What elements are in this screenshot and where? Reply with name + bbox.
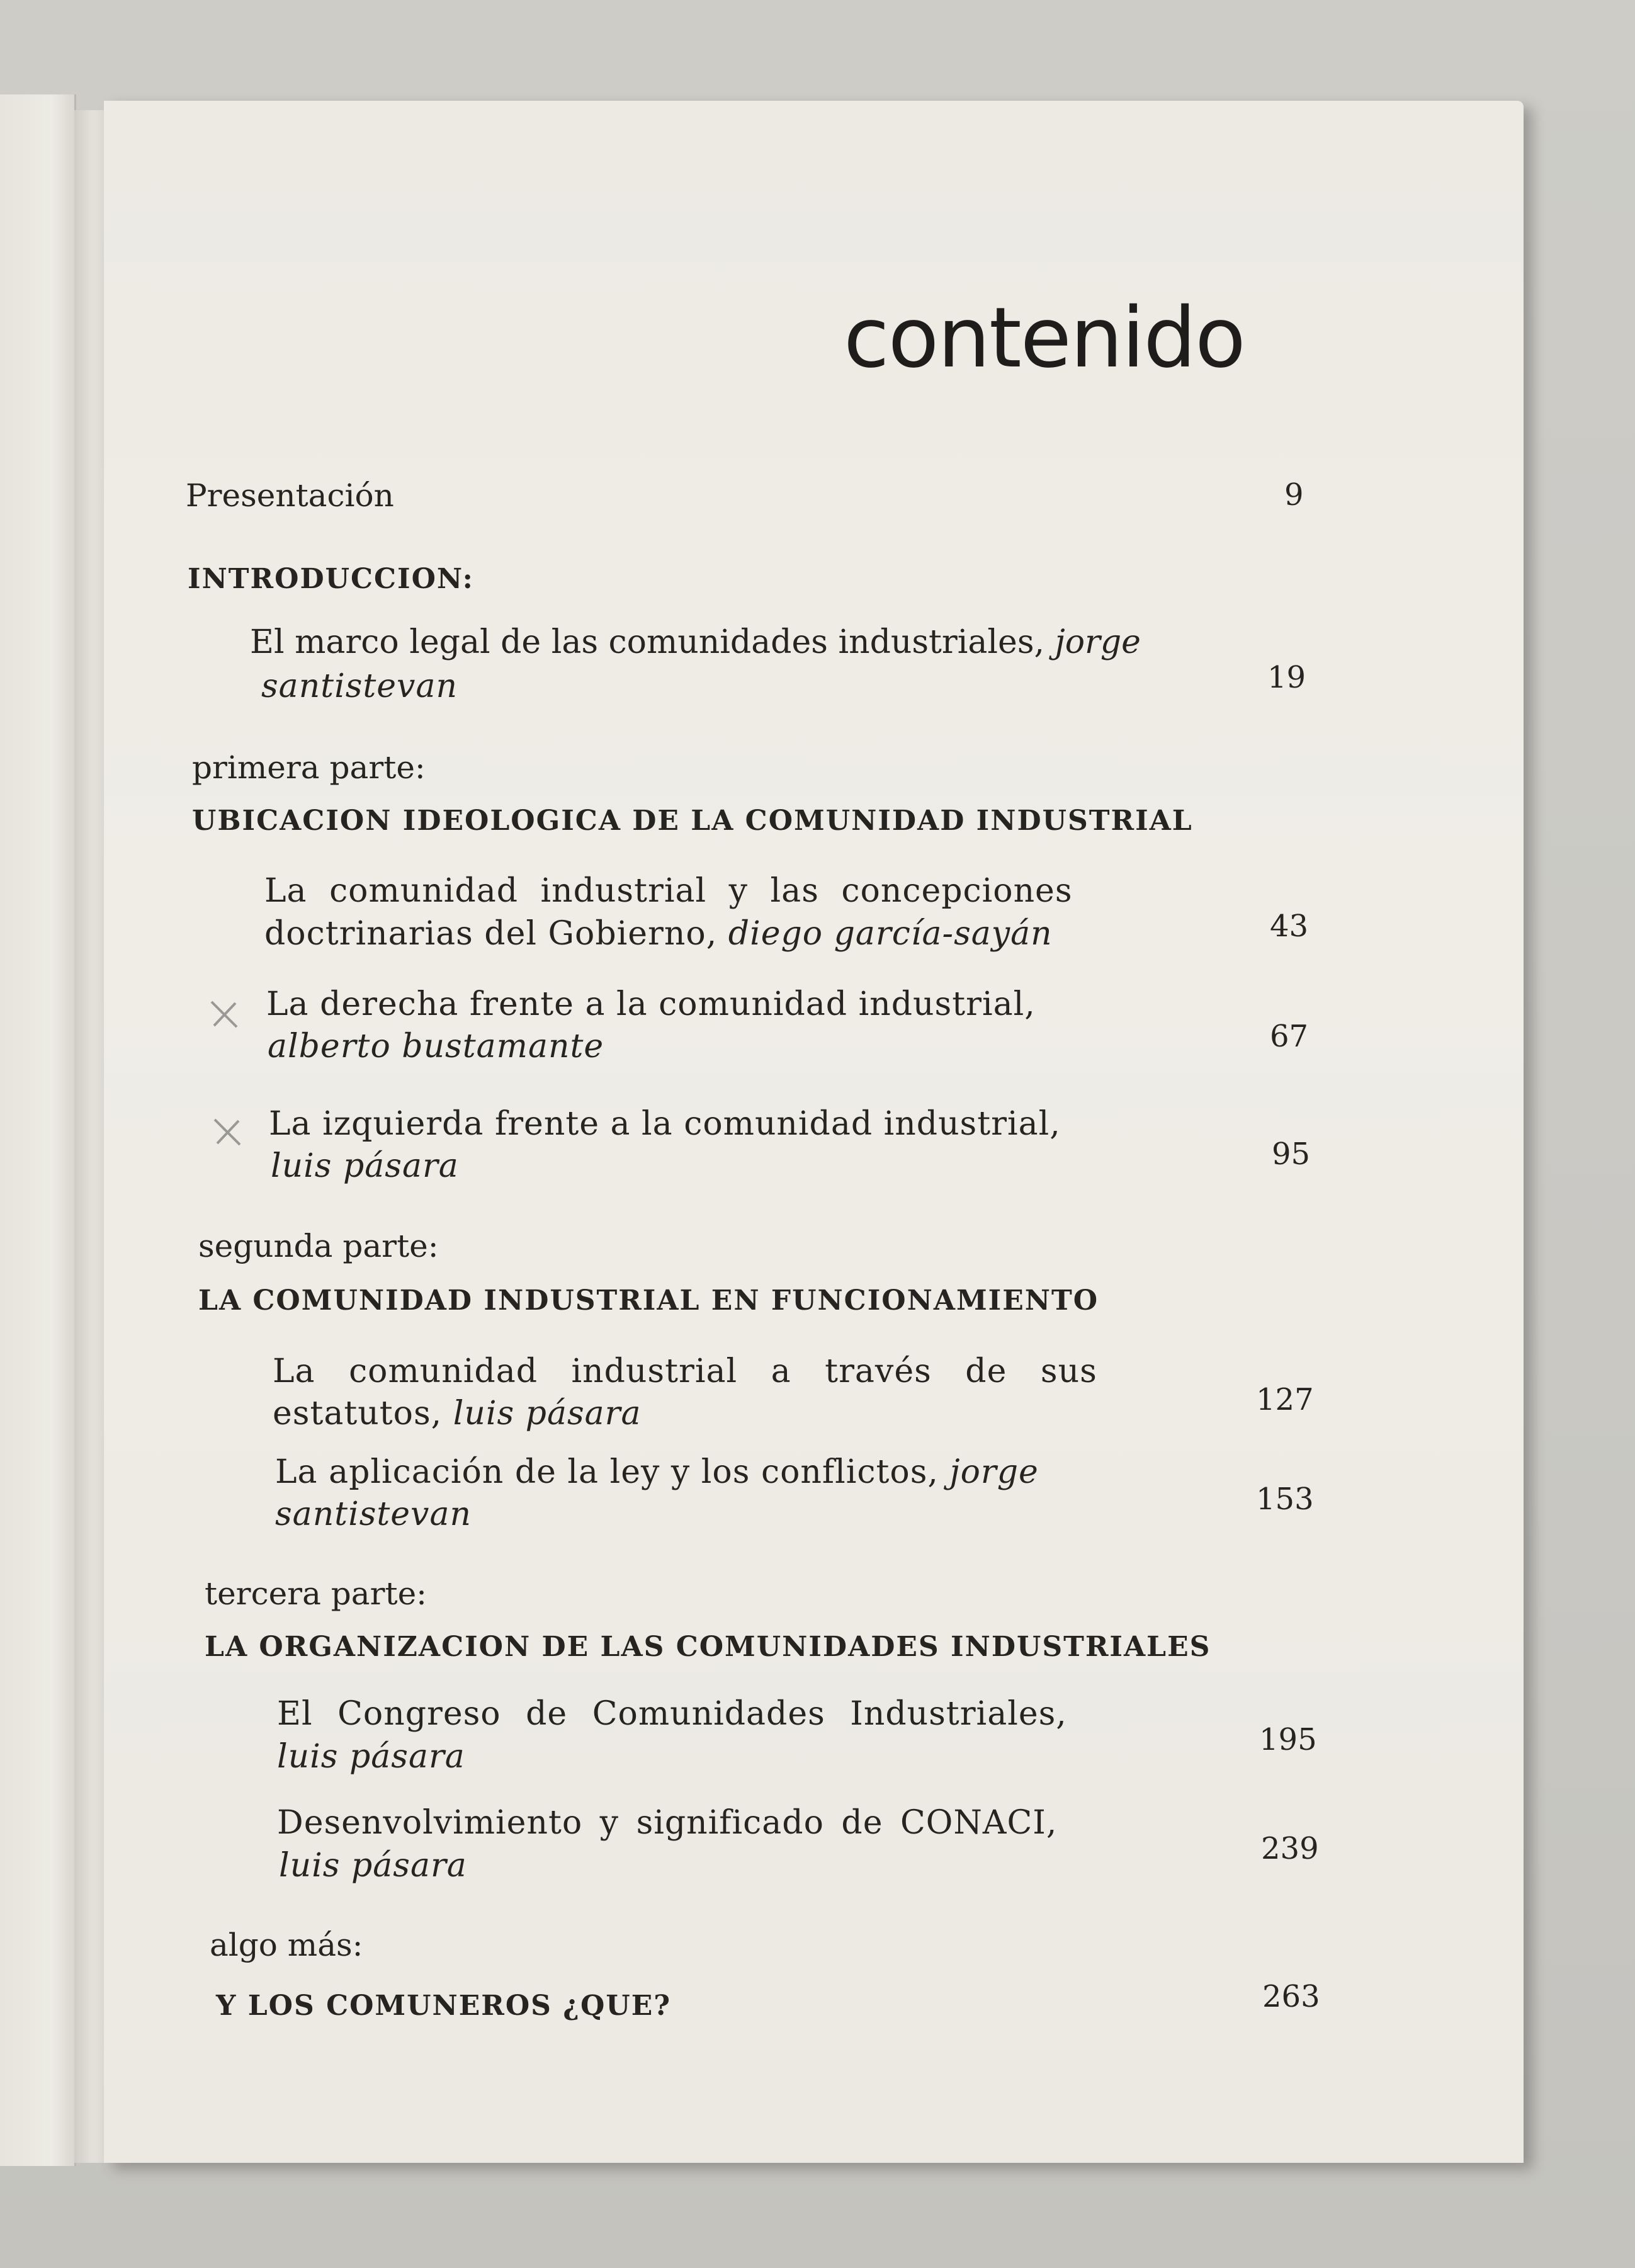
page-title: contenido [844,290,1245,387]
book-gutter [74,110,107,2163]
entry-author: luis pásara [453,1395,642,1432]
toc-entry-title [264,915,1053,953]
entry-title-text: estatutos, [273,1395,443,1432]
toc-presentation-page: 9 [1284,477,1304,513]
toc-entry-page: 95 [1272,1137,1311,1172]
part-heading: LA COMUNIDAD INDUSTRIAL EN FUNCIONAMIENTO [198,1284,1099,1317]
toc-introduction-heading: INTRODUCCION: [188,563,474,595]
toc-entry-title [273,1395,642,1432]
part-label: tercera parte: [205,1575,427,1612]
toc-entry-page: 195 [1259,1722,1317,1757]
toc-entry-page: 67 [1270,1019,1309,1054]
pencil-x-mark [208,998,240,1031]
entry-author: diego garcía-sayán [728,915,1053,953]
part-heading: Y LOS COMUNEROS ¿QUE? [216,1990,672,2022]
part-label: segunda parte: [198,1228,439,1264]
entry-author: santistevan [261,667,458,705]
part-heading: UBICACION IDEOLOGICA DE LA COMUNIDAD INDUSTRIAL [192,805,1193,837]
left-page-edge [0,94,76,2166]
toc-entry-title [275,1453,1039,1491]
toc-entry-page: 43 [1270,909,1309,944]
toc-entry-page: 153 [1256,1482,1314,1517]
entry-author: santistevan [275,1495,472,1533]
entry-title-text: La aplicación de la ley y los conflictos, [275,1453,939,1491]
toc-entry-page: 263 [1262,1979,1320,2014]
toc-entry-title: Desenvolvimiento y significado de CONACI, [277,1804,1058,1842]
toc-entry-page: 127 [1256,1382,1314,1417]
entry-author: jorge [1055,623,1141,661]
part-heading: LA ORGANIZACION DE LAS COMUNIDADES INDUSTRIALES [205,1631,1211,1663]
toc-entry-title: La izquierda frente a la comunidad industrial, [269,1105,1061,1143]
toc-entry-title: La comunidad industrial a través de sus [273,1352,1097,1390]
toc-entry-title: El Congreso de Comunidades Industriales, [277,1695,1067,1733]
entry-title-text: doctrinarias del Gobierno, [264,915,718,953]
entry-title-text: El marco legal de las comunidades industriales, [250,623,1045,661]
entry-author: luis pásara [271,1147,459,1185]
toc-entry-title: La derecha frente a la comunidad industrial, [266,985,1036,1023]
entry-author: luis pásara [277,1738,465,1776]
toc-entry-page: 19 [1267,660,1306,695]
part-label: algo más: [210,1927,363,1963]
book-page [104,101,1524,2163]
entry-author: jorge [949,1453,1039,1491]
toc-entry-title: La comunidad industrial y las concepciones [264,872,1073,910]
entry-author: luis pásara [279,1847,467,1885]
part-label: primera parte: [192,749,426,786]
toc-entry-title [250,623,1141,661]
entry-author: alberto bustamante [268,1028,604,1065]
toc-presentation-label: Presentación [186,477,394,514]
toc-entry-page: 239 [1261,1831,1319,1866]
pencil-x-mark [211,1116,244,1148]
